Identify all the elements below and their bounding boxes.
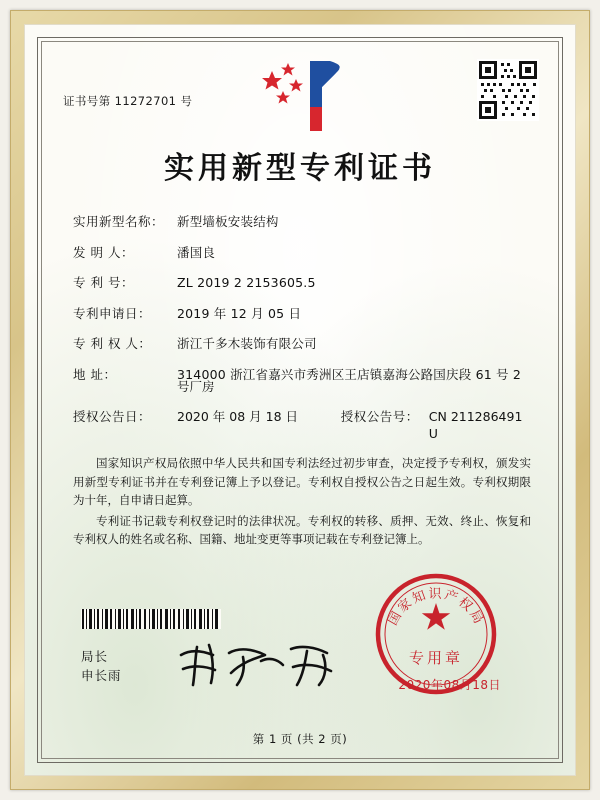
certificate-content: [55, 53, 545, 753]
field-row: [73, 244, 533, 261]
cnipa-logo-icon: [252, 57, 348, 135]
certificate-number: 证书号第 11272701 号: [63, 94, 193, 108]
page-footer: 第 1 页 (共 2 页): [252, 732, 348, 746]
legal-paragraph-2: 专利证书记载专利权登记时的法律状况。专利权的转移、质押、无效、终止、恢复和专利权人的姓名或名称、国籍、地址变更等事项记载在专利登记簿上。: [73, 513, 531, 546]
legal-paragraph-1: 国家知识产权局依照中华人民共和国专利法经过初步审查，决定授予专利权，颁发实用新型专利证书并在专利登记簿上予以登记。专利权自授权公告之日起生效。专利权期限为十年，自申请日起算。: [73, 456, 531, 507]
seal-date: 2020年08月18日: [398, 677, 501, 692]
address-line-2: 号厂房: [177, 378, 215, 394]
qr-code-icon: [477, 59, 539, 121]
field-value: 新型墙板安装结构: [177, 214, 279, 229]
svg-text:专用章: 专用章: [408, 648, 464, 667]
field-label: 发 明 人：: [73, 244, 134, 260]
grant-number-label: 授权公告号：: [340, 409, 419, 424]
signer-title: 局长: [81, 648, 109, 664]
field-row: [73, 305, 533, 322]
header-row: [55, 53, 545, 137]
grant-number-value: CN 211286491 U: [428, 409, 523, 441]
address-row: [73, 366, 533, 383]
field-label: 专 利 号：: [73, 275, 134, 290]
field-label: 实用新型名称：: [73, 214, 165, 229]
field-row: [73, 213, 533, 230]
signer-name: 申长雨: [81, 667, 122, 683]
signature-area: [55, 551, 545, 741]
field-value: ZL 2019 2 2153605.5: [177, 275, 316, 290]
signer-block: [81, 647, 122, 685]
page-title: 实用新型专利证书: [164, 151, 436, 186]
field-value: 2019 年 12 月 05 日: [177, 305, 302, 321]
barcode-icon: [81, 609, 221, 629]
grant-date-label: 授权公告日：: [73, 409, 152, 424]
field-label: 专利申请日：: [73, 305, 152, 321]
field-label: 专 利 权 人：: [73, 336, 152, 351]
svg-text:国家知识产权局: 国家知识产权局: [385, 586, 487, 628]
certificate-paper: [24, 24, 576, 776]
field-value: 潘国良: [177, 244, 216, 260]
address-label: 地 址：: [73, 366, 117, 382]
field-value: 浙江千多木装饰有限公司: [177, 336, 317, 351]
field-row: [73, 335, 533, 352]
field-list: [55, 213, 545, 442]
field-row: [73, 274, 533, 291]
legal-text: [55, 454, 545, 549]
grant-row: [73, 408, 533, 442]
grant-date-value: 2020 年 08 月 18 日: [177, 409, 298, 424]
handwritten-signature-icon: [173, 639, 343, 691]
address-line-1: 314000 浙江省嘉兴市秀洲区王店镇嘉海公路国庆段 61 号 2: [177, 366, 522, 382]
